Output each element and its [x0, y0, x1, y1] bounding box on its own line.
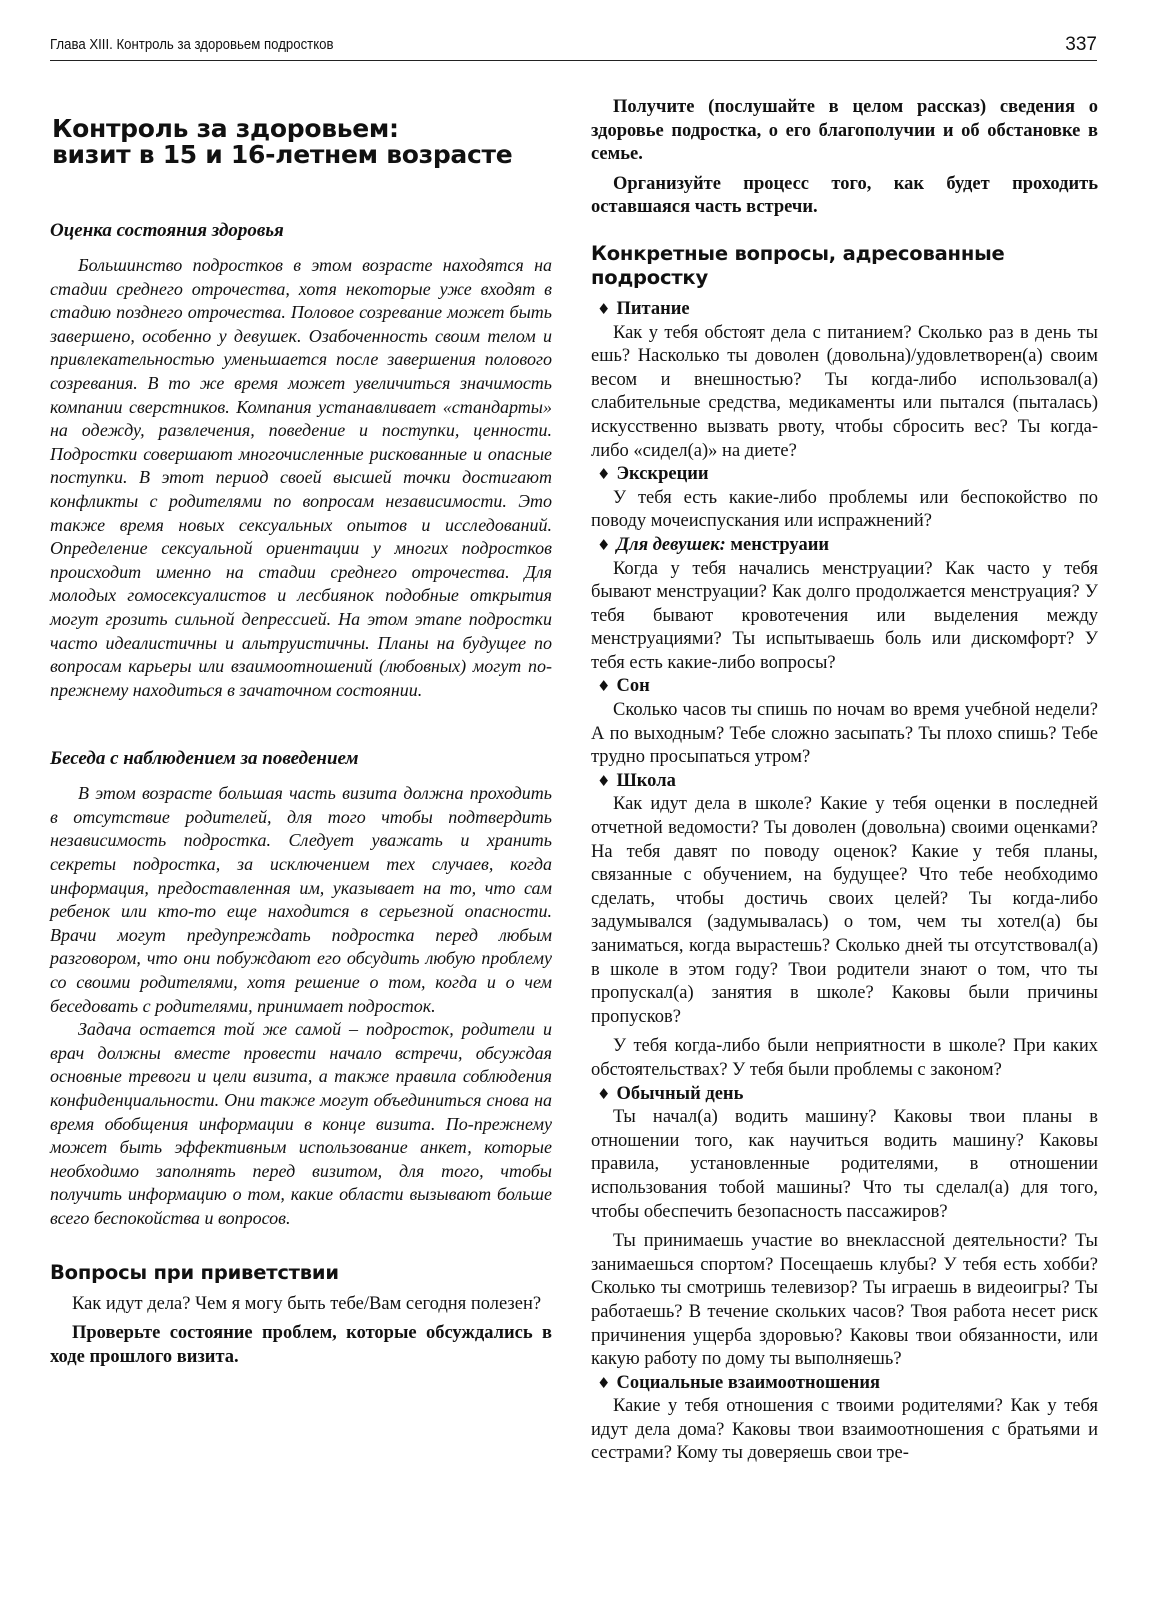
nutrition-text: Как у тебя обстоят дела с питанием? Сколько раз в день ты ешь? Насколько ты доволен (довольна)/удовлетворен(а) своим весом и внешностью? Ты когда-либо использовал(а) слабительные средства, медикаменты или пытался (пыталась) искусственно вызвать рвоту, чтобы сбросить вес? Ты когда-либо «сидел(а)» на диете? — [591, 322, 1098, 461]
title-line-2: визит в 15 и 16-летнем возрасте — [52, 140, 513, 169]
topic-label: Социальные взаимоотношения — [616, 1372, 880, 1393]
sleep-text: Сколько часов ты спишь по ночам во время учебной недели? А по выходным? Тебе сложно засыпать? Ты плохо спишь? Тебе трудно просыпаться утром? — [591, 700, 1098, 768]
intro-bold-paragraph-1: Получите (послушайте в целом рассказ) сведения о здоровье подростка, о его благополучии и об обстановке в семье. — [591, 97, 1098, 165]
diamond-bullet-icon: ♦ — [597, 465, 611, 484]
topic-label: Сон — [616, 676, 650, 697]
diamond-bullet-icon: ♦ — [597, 1373, 611, 1392]
interview-paragraph-2: Задача остается той же самой – подросток, родители и врач должны вместе провести начало встречи, обсуждая основные тревоги и цели визита, а также правила соблюдения конфиденциальности. Они также могут объединиться снова на время обобщения информации в конце визита. По-прежнему может быть эффективным использование анкет, которые необходимо заполнять перед визитом, для того, чтобы получить информацию о том, какие области вызывают больше всего беспокойства и вопросов. — [50, 1019, 552, 1228]
assessment-paragraph: Большинство подростков в этом возрасте находятся на стадии среднего отрочества, хотя некоторые уже входят в стадию позднего отрочества. Половое созревание может быть завершено, особенно у девушек. Озабоченность своим телом и привлекательностью уменьшается после завершения полового созревания. В то же время может увеличиться значимость компании сверстников. Компания устанавливает «стандарты» на одежду, развлечения, поведение и поступки, ценности. Подростки совершают многочисленные рискованные и опасные поступки. В этот период своей высшей точки достигают конфликты с родителями по вопросам независимости. Это также время новых сексуальных опытов и исследований. Определение сексуальной ориентации у многих подростков происходит именно на стадии среднего отрочества. Для молодых гомосексуалистов и лесбиянок подобные открытия могут грозить сильной депрессией. На этом этапе подростки часто идеалистичны и альтруистичны. Планы на будущее по вопросам карьеры или взаимоотношений (любовных) могут по-прежнему находиться в зачаточном состоянии. — [50, 255, 552, 700]
right-column — [591, 96, 1098, 1466]
title-line-1: Контроль за здоровьем: — [52, 114, 399, 143]
greeting-paragraph: Как идут дела? Чем я могу быть тебе/Вам сегодня полезен? — [72, 1293, 542, 1314]
section-heading-assessment: Оценка состояния здоровья — [50, 220, 284, 241]
school-text-1: Как идут дела в школе? Какие у тебя оценки в последней отчетной ведомости? Ты доволен (довольна) своими оценками? На тебя давят по поводу оценок? Какие у тебя планы, связанные с обучением, на будущее? Что тебе необходимо сделать, чтобы достичь своих целей? Ты когда-либо задумывался (задумывалась) о том, чем ты хотел(а) бы заниматься, когда вырастешь? Сколько дней ты отсутствовал(а) в школе в этом году? Твои родители знают о том, что ты пропускал(а) занятия в школе? Каковы были причины пропусков? — [591, 794, 1098, 1027]
section-heading-greeting: Вопросы при приветствии — [50, 1260, 339, 1284]
intro-bold-paragraph-2: Организуйте процесс того, как будет проходить оставшаяся часть встречи. — [591, 173, 1098, 218]
diamond-bullet-icon: ♦ — [597, 535, 611, 554]
topic-excretion — [591, 463, 1098, 487]
topic-nutrition — [591, 298, 1098, 322]
topic-social — [591, 1372, 1098, 1396]
topic-label: Экскреции — [616, 464, 709, 485]
topic-label-lead: Для девушек: — [616, 534, 726, 555]
diamond-bullet-icon: ♦ — [597, 771, 611, 790]
diamond-bullet-icon: ♦ — [597, 299, 611, 318]
topic-girls-menstruation — [591, 534, 1098, 558]
social-text: Какие у тебя отношения с твоими родителями? Как у тебя идут дела дома? Каковы твои взаимоотношения с братьями и сестрами? Кому ты доверяешь свои тре- — [591, 1396, 1098, 1464]
chapter-title: Глава XIII. Контроль за здоровьем подростков — [50, 36, 334, 53]
diamond-bullet-icon: ♦ — [597, 677, 611, 696]
menstruation-text: Когда у тебя начались менструации? Как часто у тебя бывают менструации? Как долго продолжается менструация? У тебя бывают кровотечения или выделения между менструациями? Ты испытываешь боль или дискомфорт? У тебя есть какие-либо вопросы? — [591, 558, 1098, 673]
page-number: 337 — [1065, 34, 1097, 55]
section-heading-interview: Беседа с наблюдением за поведением — [50, 748, 359, 770]
topic-label: менструаии — [730, 534, 830, 555]
running-header — [50, 34, 1097, 61]
topic-typical-day — [591, 1083, 1098, 1107]
topic-label: Обычный день — [616, 1083, 744, 1104]
topic-school — [591, 770, 1098, 794]
topic-sleep — [591, 675, 1098, 699]
left-column — [50, 96, 552, 1369]
typical-day-text-1: Ты начал(а) водить машину? Каковы твои планы в отношении того, как научиться водить машину? Каковы правила, установленные родителями, в отношении использования тобой машины? Что ты сделал(а) для того, чтобы обеспечить безопасность пассажиров? — [591, 1107, 1098, 1222]
topic-label: Школа — [616, 770, 676, 791]
school-text-2: У тебя когда-либо были неприятности в школе? При каких обстоятельствах? У тебя были проблемы с законом? — [591, 1036, 1098, 1080]
interview-paragraph-1: В этом возрасте большая часть визита должна проходить в отсутствие родителей, для того чтобы подтвердить независимость подростка. Следует уважать и хранить секреты подростка, за исключением тех случаев, когда информация, предоставленная им, указывает на то, что сам ребенок или кто-то еще находится в серьезной опасности. Врачи могут предупреждать подростка перед любым разговором, что они побуждают его обсудить любую проблему со своими родителями, хотя решение о том, когда и о чем беседовать с родителями, принимает подросток. — [50, 783, 552, 1016]
page-title — [52, 96, 552, 168]
section-heading-questions: Конкретные вопросы, адресованные подростку — [591, 241, 1005, 289]
greeting-bold-paragraph: Проверьте состояние проблем, которые обсуждались в ходе прошлого визита. — [50, 1323, 552, 1367]
excretion-text: У тебя есть какие-либо проблемы или беспокойство по поводу мочеиспускания или испражнений? — [591, 487, 1098, 532]
typical-day-text-2: Ты принимаешь участие во внеклассной деятельности? Ты занимаешься спортом? Посещаешь клубы? У тебя есть хобби? Сколько ты смотришь телевизор? Ты играешь в видеоигры? Ты работаешь? В течение скольких часов? Твоя работа несет риск причинения ущерба здоровью? Каковы твои обязанности, или какую работу по дому ты выполняешь? — [591, 1231, 1098, 1370]
diamond-bullet-icon: ♦ — [597, 1084, 611, 1103]
topic-label: Питание — [616, 298, 690, 319]
